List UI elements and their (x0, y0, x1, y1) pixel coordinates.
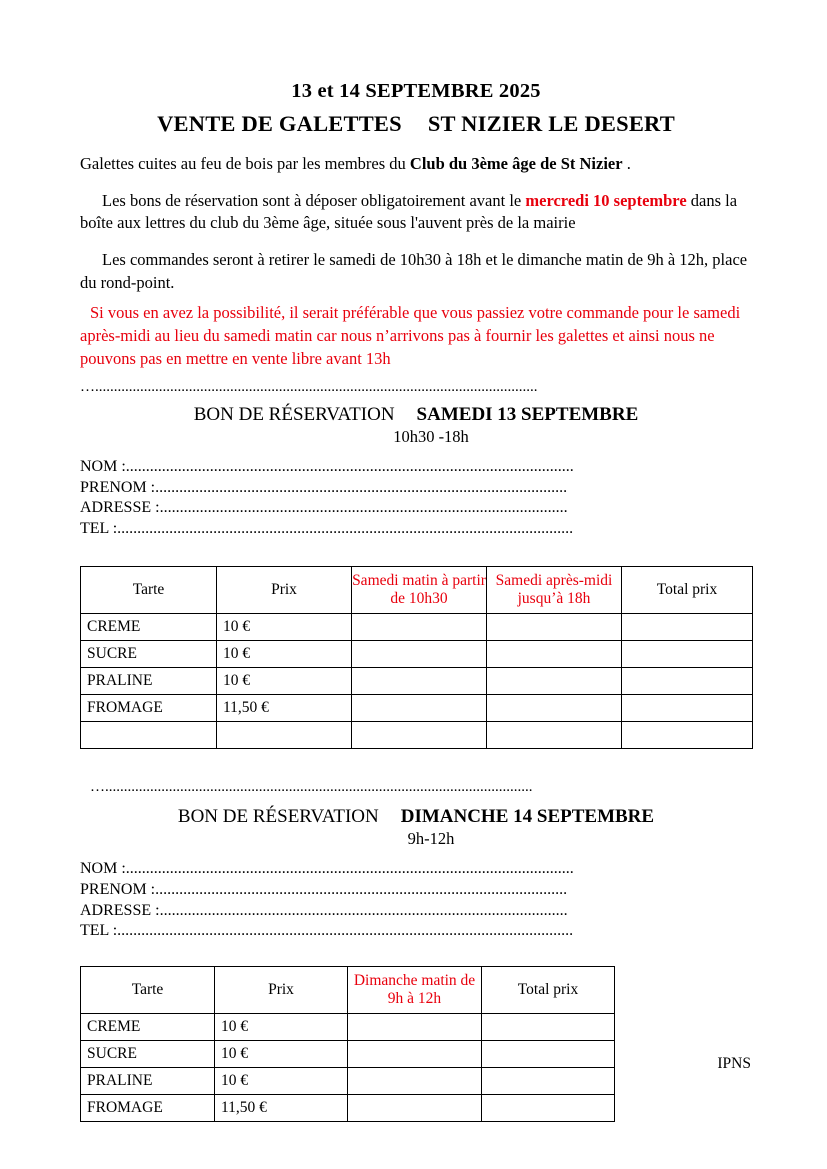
coupon-label-sunday: BON DE RÉSERVATION (177, 806, 379, 828)
cell-product: CREME (81, 614, 217, 641)
deadline-text-b: dans la boîte aux lettres du club du 3ème âge, située sous l'auvent près de la mairie (80, 190, 738, 233)
cell-total[interactable] (482, 1068, 615, 1095)
cell-product: SUCRE (81, 641, 217, 668)
cell-qty-matin[interactable] (352, 641, 487, 668)
order-table-saturday (80, 566, 753, 749)
cell-qty-matin[interactable] (352, 614, 487, 641)
club-name: Club du 3ème âge de St Nizier (409, 153, 623, 173)
table-row (81, 614, 753, 641)
cell-qty-matin[interactable] (352, 668, 487, 695)
table-row (81, 1095, 615, 1122)
deadline-date: mercredi 10 septembre (525, 190, 687, 210)
field-tel-label-saturday: TEL : (80, 520, 118, 538)
field-tel-dots-sunday: .................................................................................................................. (117, 922, 574, 940)
field-tel-saturday[interactable] (80, 519, 752, 540)
cell-total[interactable] (482, 1095, 615, 1122)
th-dimanche-matin: Dimanche matin de 9h à 12h (348, 967, 482, 1014)
field-prenom-dots-sunday: ....................................................................................................... (155, 880, 568, 898)
field-nom-label-sunday: NOM : (80, 860, 126, 878)
field-prenom-sunday[interactable] (80, 880, 752, 901)
cell-price: 10 € (217, 668, 352, 695)
document-title (80, 78, 752, 139)
cell-qty-apresmidi[interactable] (487, 722, 622, 749)
document-content (80, 78, 752, 1122)
cell-qty-apresmidi[interactable] (487, 614, 622, 641)
coupon-hours-sunday: 9h-12h (407, 829, 455, 849)
cell-total[interactable] (622, 695, 753, 722)
th-total-saturday: Total prix (622, 567, 753, 614)
table-row (81, 722, 753, 749)
field-adresse-sunday[interactable] (80, 901, 752, 922)
coupon-day-sunday: DIMANCHE 14 SEPTEMBRE (400, 806, 655, 828)
cell-product: FROMAGE (81, 1095, 215, 1122)
cell-product: CREME (81, 1014, 215, 1041)
field-adresse-label-saturday: ADRESSE : (80, 499, 160, 517)
field-nom-dots-sunday: ................................................................................................................ (125, 860, 574, 878)
cell-price: 10 € (217, 614, 352, 641)
paragraph-notice-red: Si vous en avez la possibilité, il serait préférable que vous passiez votre commande pour le samedi après-midi au lieu du samedi matin car nous n’arrivons pas à fournir les galettes et ainsi nous ne pouvons pas en mettre en vente libre avant 13h (80, 302, 741, 369)
order-table-sunday (80, 966, 615, 1122)
cell-qty-dimanche[interactable] (348, 1068, 482, 1095)
cell-total[interactable] (482, 1041, 615, 1068)
paragraph-intro (80, 153, 752, 176)
field-nom-sunday[interactable] (80, 859, 752, 880)
cell-product: PRALINE (81, 668, 217, 695)
coupon-hours-saturday: 10h30 -18h (393, 426, 469, 446)
field-tel-sunday[interactable] (80, 921, 752, 942)
table-header-row-saturday (81, 567, 753, 614)
title-location-text: ST NIZIER LE DESERT (427, 111, 675, 137)
th-prix-sunday: Prix (215, 967, 348, 1014)
coupon-day-saturday: SAMEDI 13 SEPTEMBRE (416, 403, 639, 425)
field-tel-dots-saturday: .................................................................................................................. (117, 520, 574, 538)
field-prenom-label-sunday: PRENOM : (80, 880, 156, 898)
separator-dotted-1: …...................................................................................................................... (80, 378, 538, 395)
footer-ipns: IPNS (717, 1055, 751, 1072)
title-line-date: 13 et 14 SEPTEMBRE 2025 (291, 80, 541, 102)
field-prenom-label-saturday: PRENOM : (80, 478, 156, 496)
cell-price-blank[interactable] (217, 722, 352, 749)
table-row (81, 668, 753, 695)
cell-price: 10 € (215, 1014, 348, 1041)
fields-sunday (80, 859, 752, 942)
field-adresse-dots-sunday: ...................................................................................................... (159, 901, 568, 919)
field-prenom-saturday[interactable] (80, 478, 752, 499)
cell-total[interactable] (482, 1014, 615, 1041)
th-samedi-matin: Samedi matin à partir de 10h30 (352, 567, 487, 614)
field-prenom-dots-saturday: ....................................................................................................... (155, 478, 568, 496)
title-event-text: VENTE DE GALETTES (157, 111, 402, 137)
table-row (81, 695, 753, 722)
table-row (81, 641, 753, 668)
th-tarte-saturday: Tarte (81, 567, 217, 614)
th-total-sunday: Total prix (482, 967, 615, 1014)
cell-price: 10 € (215, 1068, 348, 1095)
cell-qty-dimanche[interactable] (348, 1041, 482, 1068)
intro-text-b: . (622, 153, 631, 173)
separator-dotted-2: ….................................................................................................................. (90, 779, 533, 796)
coupon-header-sunday (80, 806, 752, 828)
th-prix-saturday: Prix (217, 567, 352, 614)
table-header-row-sunday (81, 967, 615, 1014)
cell-qty-apresmidi[interactable] (487, 668, 622, 695)
deadline-text-a: Les bons de réservation sont à déposer obligatoirement avant le (102, 190, 526, 210)
cell-product-blank[interactable] (81, 722, 217, 749)
cell-price: 11,50 € (215, 1095, 348, 1122)
field-nom-dots-saturday: ................................................................................................................ (125, 457, 574, 475)
cell-qty-matin[interactable] (352, 722, 487, 749)
cell-price: 11,50 € (217, 695, 352, 722)
cell-total[interactable] (622, 722, 753, 749)
field-nom-saturday[interactable] (80, 457, 752, 478)
th-samedi-apresmidi: Samedi après-midi jusqu’à 18h (487, 567, 622, 614)
coupon-label-saturday: BON DE RÉSERVATION (193, 403, 395, 425)
cell-price: 10 € (215, 1041, 348, 1068)
table-row (81, 1041, 615, 1068)
cell-total[interactable] (622, 614, 753, 641)
cell-product: FROMAGE (81, 695, 217, 722)
table-row (81, 1068, 615, 1095)
field-tel-label-sunday: TEL : (80, 922, 118, 940)
title-line-event (80, 109, 752, 139)
cell-total[interactable] (622, 668, 753, 695)
cell-qty-matin[interactable] (352, 695, 487, 722)
field-adresse-label-sunday: ADRESSE : (80, 901, 160, 919)
cell-qty-apresmidi[interactable] (487, 641, 622, 668)
table-row (81, 1014, 615, 1041)
paragraph-pickup: Les commandes seront à retirer le samedi de 10h30 à 18h et le dimanche matin de 9h à 12h, place du rond-point. (80, 250, 748, 292)
paragraph-deadline (80, 190, 752, 236)
cell-product: SUCRE (81, 1041, 215, 1068)
field-nom-label-saturday: NOM : (80, 457, 126, 475)
cell-total[interactable] (622, 641, 753, 668)
th-tarte-sunday: Tarte (81, 967, 215, 1014)
field-adresse-saturday[interactable] (80, 498, 752, 519)
intro-text-a: Galettes cuites au feu de bois par les membres du (80, 153, 410, 173)
cell-product: PRALINE (81, 1068, 215, 1095)
cell-qty-dimanche[interactable] (348, 1095, 482, 1122)
cell-qty-apresmidi[interactable] (487, 695, 622, 722)
cell-qty-dimanche[interactable] (348, 1014, 482, 1041)
fields-saturday (80, 457, 752, 540)
field-adresse-dots-saturday: ...................................................................................................... (159, 499, 568, 517)
cell-price: 10 € (217, 641, 352, 668)
coupon-header-saturday (80, 404, 752, 426)
